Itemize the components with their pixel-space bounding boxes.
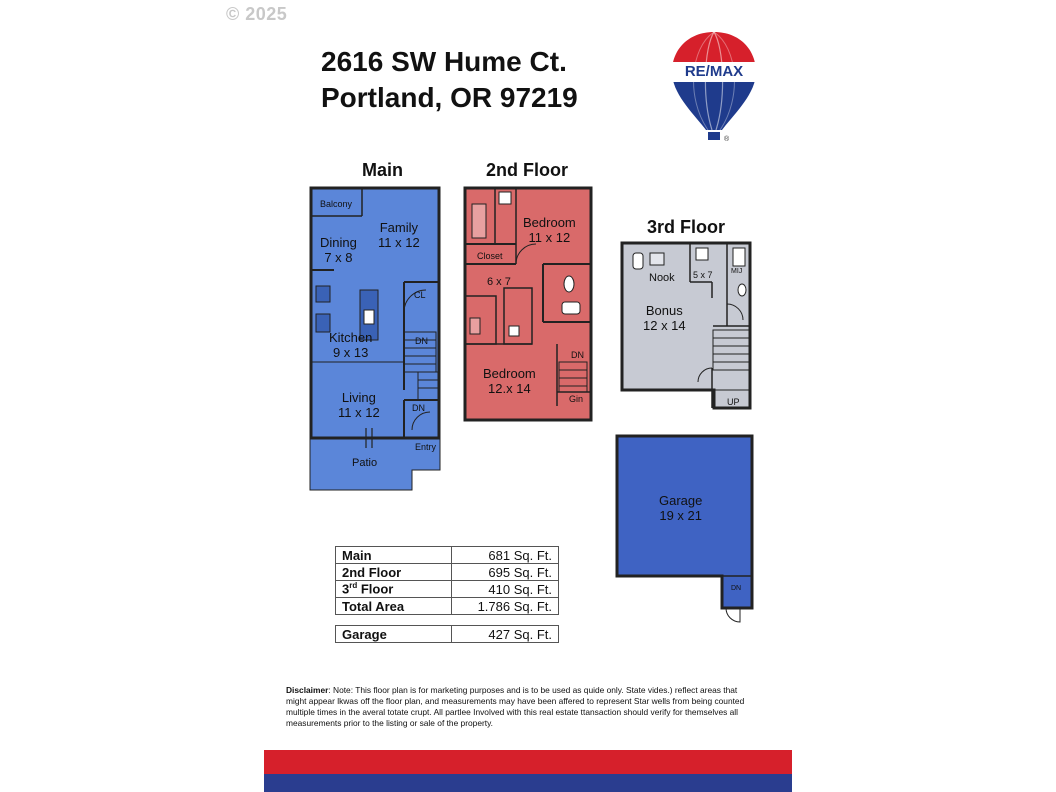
area-value-garage: 427 Sq. Ft. [452,626,559,643]
area-value-2nd: 695 Sq. Ft. [452,564,559,581]
area-value-3rd: 410 Sq. Ft. [452,581,559,598]
area-label-2nd: 2nd Floor [336,564,452,581]
stairs-down-label-1: DN [415,336,428,346]
area-label-3rd: 3rd Floor [336,581,452,598]
area-label-total: Total Area [336,598,452,615]
area-label-garage: Garage [336,626,452,643]
table-row [336,547,559,564]
address-line-1: 2616 SW Hume Ct. [321,46,567,77]
bedroom-1-label: Bedroom 11 x 12 [523,215,576,245]
living-room-label: Living 11 x 12 [338,390,380,420]
closet-label: CL [414,290,426,300]
stairs-down-2nd-label: DN [571,350,584,360]
area-table [335,546,559,643]
stairs-down-label-2: DN [412,403,425,413]
table-row [336,564,559,581]
kitchen-label: Kitchen 9 x 13 [329,330,373,360]
address-line-2: Portland, OR 97219 [321,82,578,113]
bath-3rd-size-label: 5 x 7 [693,270,713,280]
bath-2nd-size-label: 6 x 7 [487,276,511,288]
garage-plan [617,436,752,622]
gin-label: Gin [569,394,584,404]
logo-registered-mark: ® [724,136,730,143]
table-row [336,626,559,643]
area-label-main: Main [336,547,452,564]
second-floor-title: 2nd Floor [486,160,568,180]
bedroom-2-label: Bedroom 12.x 14 [483,366,536,396]
closet-2nd-label: Closet [477,251,503,261]
main-floor-title: Main [362,160,404,180]
table-row [336,581,559,598]
footer-band-blue [264,774,792,792]
miu-label: MIJ [731,268,743,275]
entry-label: Entry [415,442,437,452]
garage-label: Garage 19 x 21 [659,493,703,523]
third-floor-title: 3rd Floor [647,217,726,237]
patio-label: Patio [352,457,378,469]
copyright-text: © 2025 [226,4,288,24]
bonus-room-label: Bonus 12 x 14 [643,303,686,333]
footer-band-red [264,750,792,774]
area-value-total: 1.786 Sq. Ft. [452,598,559,615]
logo-text: RE/MAX [684,63,744,80]
disclaimer-text: Disclaimer: Note: This floor plan is for marketing purposes and is to be used as quide only. State vides.) reflect areas that might appear lkwas off the floor plan, and measurements may have been affered to represent Star wells from being counted multiple times in the averal totate crupt. All partlee Involved with this real estate ttansaction should verify for themselves all measurements prior to the listing or sale of the property. [286,685,745,728]
table-row [336,598,559,615]
area-value-main: 681 Sq. Ft. [452,547,559,564]
nook-label: Nook [649,272,675,284]
balcony-label: Balcony [320,199,353,209]
stairs-up-label: UP [727,397,740,407]
family-room-label: Family 11 x 12 [378,220,420,250]
dining-room-label: Dining 7 x 8 [320,235,357,265]
garage-stairs-down-label: DN [731,585,742,592]
